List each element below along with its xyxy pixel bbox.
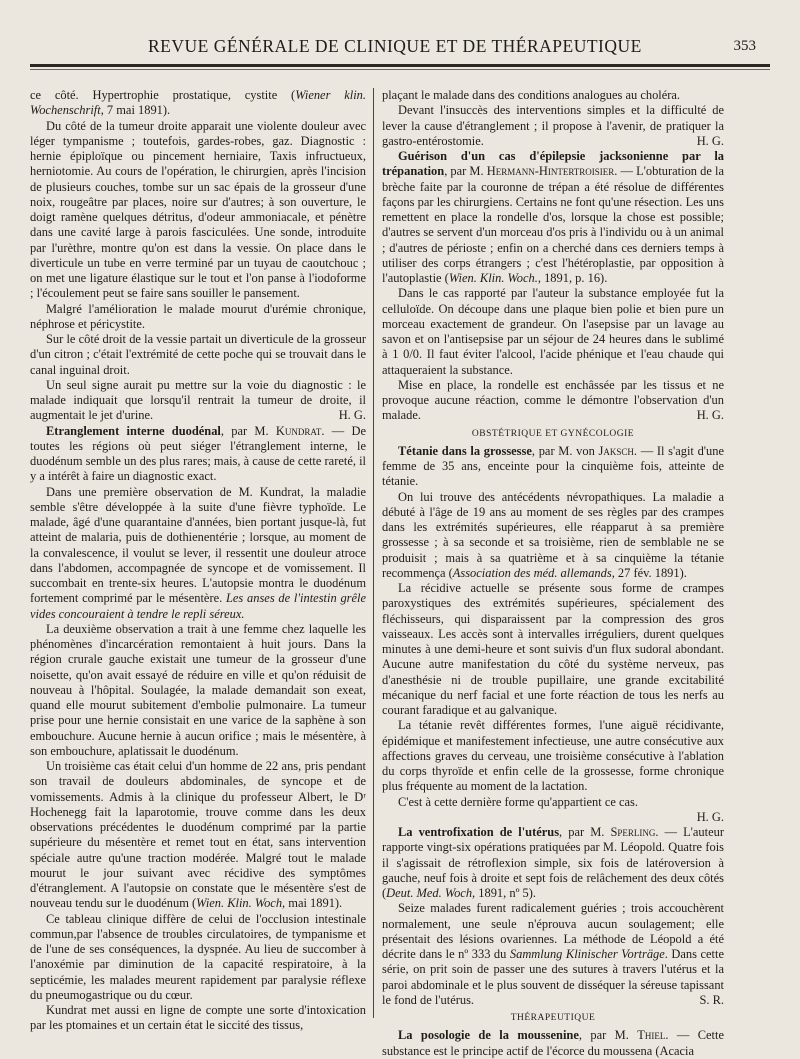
paragraph: Malgré l'amélioration le malade mourut d'urémie chronique, néphrose et péricystite. <box>30 301 366 331</box>
paragraph: La récidive actuelle se présente sous forme de crampes paroxystiques des extrémités supérieures, spécialement des fléchisseurs, qui disparaissent par la compression des gros vaisseaux. Les accès sont à intervalles irréguliers, durent quelques minutes à une demi-heure et sont suivis d'un flux sudoral abondant. Aucune autre manifestation du côté du système nerveux, pas d'anesthésie ni de trouble pupillaire, une grande excitabilité mécanique du nerf facial et une forte réaction de tous les nerfs au courant faradique et au galvanique. <box>382 581 724 717</box>
article-title: La posologie de la moussenine <box>398 1028 579 1043</box>
article-title: La ventrofixation de l'utérus <box>398 825 560 839</box>
paragraph: Kundrat met aussi en ligne de compte une sorte d'intoxication par les ptomaines et un certain état le siccité des tissus, <box>30 1003 366 1033</box>
article-author: Sperling <box>610 825 656 839</box>
running-header <box>30 30 770 64</box>
paragraph: On lui trouve des antécédents névropathiques. La maladie a débuté à l'âge de 19 ans au moment de ses règles par des crampes dans les extrémités supérieures, elle réapparut à sa première grossesse ; à sa seconde et sa troisième, rien de semblable ne se produisit ; mais à sa quatrième et à sa cinquième la tétanie recommença (Association des méd. allemands, 27 fév. 1891). <box>382 489 724 580</box>
author-signature: H. G. <box>696 809 724 824</box>
author-signature: H. G. <box>696 408 724 423</box>
page-number: 353 <box>733 38 756 54</box>
paragraph: ce côté. Hypertrophie prostatique, cystite (Wiener klin. Wochenschrift, 7 mai 1891). <box>30 88 366 118</box>
paragraph: Sur le côté droit de la vessie partait un diverticule de la grosseur d'un citron ; c'était l'extrémité de cette poche qui se trouvait dans le canal inguinal droit. <box>30 332 366 377</box>
article-author: Jaksch <box>598 443 634 458</box>
paragraph: Mise en place, la rondelle est enchâssée par les tissus et ne provoque aucune réaction, comme le démontre l'observation d'un malade. H. G. <box>382 377 724 423</box>
paragraph: Un troisième cas était celui d'un homme de 22 ans, pris pendant son travail de douleurs abdominales, de syncope et de vomissements. Admis à la clinique du professeur Albert, le Dʳ Hochenegg fait la laparotomie, trouve comme dans les deux observations précédentes le duodénum comprimé par la partie supérieure du mésentère et remet tout en état, sans intervention spéciale autre qu'une traction modérée. Malgré tout le malade mourut le jour suivant avec récidive des symptômes d'étranglement. A l'autopsie on constate que le mésentère s'est de nouveau tendu sur le duodénum (Wien. Klin. Woch, mai 1891). <box>30 759 366 911</box>
article-entry: Tétanie dans la grossesse, par M. von Jaksch. — Il s'agit d'une femme de 35 ans, enceinte pour la cinquième fois, atteinte de tétanie. <box>382 443 724 489</box>
paragraph: Seize malades furent radicalement guéries ; trois accouchèrent normalement, une seule n'éprouva aucun soulagement; elle présentait des lésions ovariennes. La méthode de Léopold a été décrite dans le nº 333 du Sammlung Klinischer Vorträge. Dans cette série, on prit soin de passer une des sutures à travers l'utérus et la paroi abdominale et le plus souvent de disséquer la séreuse tapissant le fond de l'utérus. S. R. <box>382 901 724 1007</box>
article-entry: La posologie de la moussenine, par M. Thiel. — Cette substance est le principe actif de l'écorce du moussena (Acacia <box>382 1028 724 1058</box>
paragraph: C'est à cette dernière forme qu'appartient ce cas. <box>398 794 638 809</box>
article-entry: Guérison d'un cas d'épilepsie jacksonienne par la trépanation, par M. Hermann-Hintertroisier. — L'obturation de la brèche faite par la couronne de trépan a été résolue de différentes façons par les chirurgiens. Certains ne font qu'une résection. Les uns remettent en place la rondelle d'os, lorsque la chose est possible; d'autres se servent d'un morceau d'os pris à l'individu ou à un animal ; d'autres de périoste ; enfin on a cherché dans ces derniers temps à utiliser des corps étrangers ; c'est l'hétéroplastie, par opposition à l'autoplastie (Wien. Klin. Woch., 1891, p. 16). <box>382 149 724 285</box>
header-rule-thin <box>30 69 770 70</box>
paragraph: Du côté de la tumeur droite apparait une violente douleur avec léger tympanisme ; toutefois, gardes-robes, gaz. Diagnostic : hernie épiploïque ou pincement herniaire, Taxis infructueux, herniotomie. Au cours de l'opération, le chirurgien, après l'incision de plusieurs couches, tombe sur un sac épais de la grosseur d'une noix, rougeâtre par places, noire sur d'autres; à son ouverture, le doigt ramène quelques détritus, d'odeur ammoniacale, et pénètre dans une cavité large à parois fasciculées. Une sonde, introduite par l'urèthre, montre qu'on est dans la vessie. On place dans le diverticule un tube en verre terminé par un tuyau de caoutchouc ; on met une ligature élastique sur le tout et l'on panse à l'iodoforme ; l'écoulement peut se faire sans souiller le pansement. <box>30 118 366 301</box>
paragraph: plaçant le malade dans des conditions analogues au choléra. <box>382 88 681 102</box>
paragraph: Un seul signe aurait pu mettre sur la voie du diagnostic : le malade indiquait que lorsqu'il rentrait la tumeur de droite, il augmentait le jet d'urine. H. G. <box>30 377 366 423</box>
author-signature: H. G. <box>696 133 724 148</box>
section-heading: THÉRAPEUTIQUE <box>510 1013 596 1023</box>
paragraph: La deuxième observation a trait à une femme chez laquelle les phénomènes d'incarcération remontaient à huit jours. Dans la région crurale gauche existait une tumeur de la grosseur d'une noisette, qu'on avait essayé de réduire en ville et qu'on réduisit de nouveau à l'hôpital. Soulagée, la malade demandait son exeat, quand elle mourut subitement d'embolie pulmonaire. La tumeur prise pour une hernie consistait en une varice de la saphène à son embouchure. Aucune hernie à aucun orifice ; mais le mésentère, à son embouchure, aplatissait le duodénum. <box>30 621 366 758</box>
header-rule <box>30 64 770 67</box>
article-entry: Etranglement interne duodénal, par M. Kundrat. — De toutes les régions où peut siéger l'étranglement interne, le duodénum semble un des plus rares; mais, à cause de cette rareté, il y a intérêt à faire un diagnostic exact. <box>30 423 366 484</box>
paragraph: Devant l'insuccès des interventions simples et la difficulté de lever la cause d'étranglement ; il propose à l'avenir, de pratiquer la gastro-entérostomie. H. G. <box>382 103 724 148</box>
section-heading: OBSTÉTRIQUE ET GYNÉCOLOGIE <box>471 428 635 439</box>
author-signature: S. R. <box>699 992 724 1007</box>
paragraph: Dans une première observation de M. Kundrat, la maladie semble s'être développée à la suite d'une fièvre typhoïde. Le malade, âgé d'une quarantaine d'années, bien portant jusque-là, fut atteint de malaria, puis de dothienentérie ; lorsque, au moment de la convalescence, il voulut se lever, il ressentit une douleur atroce dans l'abdomen, accompagnée de syncope et de vomissement. Il succombait en trente-six heures. L'autopsie montra le duodénum fortement comprimé par le mésentère. Les anses de l'intestin grêle vides concouraient à tendre le repli séreux. <box>30 484 366 621</box>
article-author: Kundrat <box>275 423 322 438</box>
paragraph: Ce tableau clinique diffère de celui de l'occlusion intestinale commun,par l'absence de troubles circulatoires, de tympanisme et de l'une de ses conséquences, la dyspnée. Au lieu de succomber à l'anoxémie par diminution de la capacité respiratoire, à la septicémie, les malades meurent rapidement par paralysie réflexe du pneumogastrique ou du cœur. <box>30 911 366 1002</box>
column-divider <box>373 88 374 1018</box>
article-author: Thiel <box>637 1028 666 1043</box>
author-signature: H. G. <box>338 408 366 423</box>
article-title: Guérison d'un cas d'épilepsie jacksonienne par la trépanation <box>382 149 724 179</box>
article-entry: La ventrofixation de l'utérus, par M. Sperling. — L'auteur rapporte vingt-six opérations pratiquées par M. Léopold. Quatre fois il s'agissait de rétroflexion simple, six fois de latéroversion à gauche, neuf fois à droite et sept fois de relâchement des deux côtés (Deut. Med. Woch, 1891, nº 5). <box>382 825 724 900</box>
left-column <box>30 88 366 1034</box>
article-title: Etranglement interne duodénal <box>46 423 221 438</box>
journal-title: REVUE GÉNÉRALE DE CLINIQUE ET DE THÉRAPEUTIQUE <box>148 36 642 56</box>
article-author: Hermann-Hintertroisier <box>486 164 615 179</box>
right-column <box>382 88 724 1059</box>
paragraph: La tétanie revêt différentes formes, l'une aiguë récidivante, épidémique et manifestement infectieuse, une autre consécutive aux affections graves du cerveau, une troisième consécutive à l'ablation du corps thyroïde et enfin celle de la grossesse, forme chronique plus fréquente au moment de la lactation. <box>382 718 724 794</box>
article-title: Tétanie dans la grossesse <box>398 443 532 458</box>
paragraph: Dans le cas rapporté par l'auteur la substance employée fut la celluloïde. On découpe dans une plaque bien polie et bien pure un morceau exactement de grandeur. On l'asepsise par un lavage au savon et on l'antisepsise par un séjour de 24 heures dans le sublimé à 1 0/0. Il faut éviter l'alcool, l'acide phénique et l'eau chaude qui attaqueraient la substance. <box>382 286 724 377</box>
